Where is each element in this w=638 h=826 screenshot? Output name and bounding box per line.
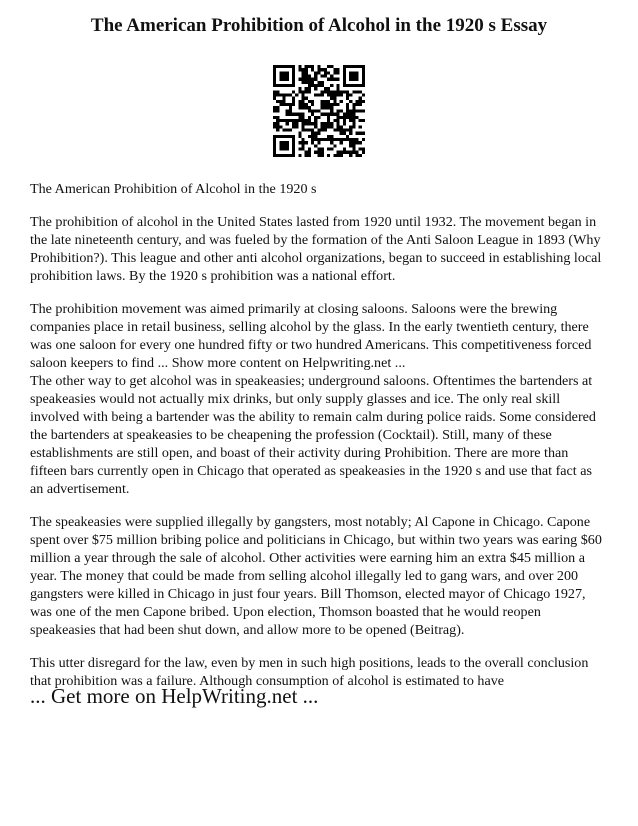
paragraph-2: The prohibition movement was aimed primarily at closing saloons. Saloons were the brewing companies place in retail business, selling alcohol by the glass. In the early twentieth century, there was one saloon for every one hundred fifty or two hundred Americans. This competitiveness forced saloon keepers to find ... Show more content on Helpwriting.net ...	[30, 301, 592, 371]
document-title: The American Prohibition of Alcohol in the 1920 s Essay	[90, 15, 548, 36]
paragraph-1: The prohibition of alcohol in the United States lasted from 1920 until 1932. The movement began in the late nineteenth century, and was fueled by the formation of the Anti Saloon League in 1893 (Why Prohibition?). This league and other anti alcohol organizations, began to succeed in establishing local prohibition laws. By the 1920 s prohibition was a national effort.	[30, 214, 602, 284]
essay-body	[30, 180, 608, 705]
paragraph-5: This utter disregard for the law, even by men in such high positions, leads to the overall conclusion that prohibition was a failure. Although consumption of alcohol is estimated to have	[30, 655, 589, 689]
paragraph-3: The other way to get alcohol was in speakeasies; underground saloons. Oftentimes the bartenders at speakeasies would not actually mix drinks, but only supply glasses and ice. The only real skill involved with being a bartender was the ability to remain calm during police raids. Some considered the bartenders at speakeasies to be cheapening the profession (Cocktail). Still, many of these establishments are still open, and boast of their activity during Prohibition. There are more than fifteen bars currently open in Chicago that operated as speakeasies in the 1920 s and use that fact as an advertisement.	[30, 373, 596, 497]
get-more-link[interactable]: ... Get more on HelpWriting.net ...	[30, 684, 319, 708]
essay-heading: The American Prohibition of Alcohol in the 1920 s	[30, 181, 317, 197]
paragraph-4: The speakeasies were supplied illegally by gangsters, most notably; Al Capone in Chicago. Capone spent over $75 million bribing police and politicians in Chicago, but within two years was earing $60 million a year through the sale of alcohol. Other activities were earning him an extra $45 million a year. The money that could be made from selling alcohol illegally led to gang wars, and over 200 gangsters were killed in Chicago in just four years. Bill Thomson, elected mayor of Chicago 1927, was one of the men Capone bribed. Upon election, Thomson boasted that he would reopen speakeasies that had been shut down, and allow more to be opened (Beitrag).	[30, 514, 602, 638]
qr-code-icon	[273, 65, 365, 157]
